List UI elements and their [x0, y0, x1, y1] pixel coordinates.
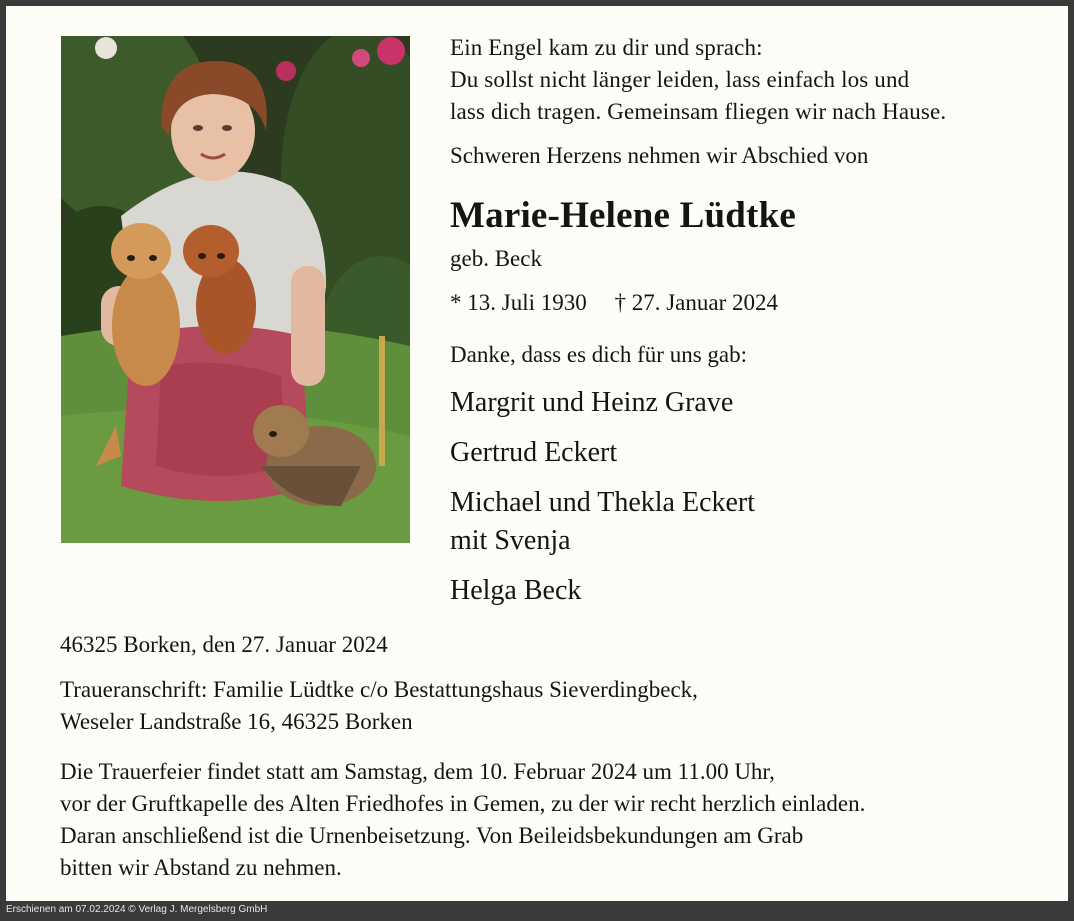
death-date: † 27. Januar 2024 — [614, 290, 779, 315]
mourner: Helga Beck — [450, 575, 582, 606]
deceased-name: Marie-Helene Lüdtke — [450, 195, 796, 236]
place-and-date: 46325 Borken, den 27. Januar 2024 — [60, 632, 388, 657]
birth-date: * 13. Juli 1930 — [450, 290, 587, 315]
life-dates — [450, 290, 800, 316]
mourner: Gertrud Eckert — [450, 437, 618, 468]
obituary-notice — [6, 6, 1068, 901]
address-line: Traueranschrift: Familie Lüdtke c/o Bestattungshaus Sieverdingbeck, — [60, 677, 698, 702]
poem-line: Du sollst nicht länger leiden, lass einfach los und — [450, 67, 910, 92]
thanks-line: Danke, dass es dich für uns gab: — [450, 342, 748, 367]
mourning-address — [60, 674, 698, 738]
farewell-intro: Schweren Herzens nehmen wir Abschied von — [450, 143, 869, 168]
funeral-line: vor der Gruftkapelle des Alten Friedhofes in Gemen, zu der wir recht herzlich einladen. — [60, 791, 866, 816]
funeral-line: bitten wir Abstand zu nehmen. — [60, 855, 342, 880]
mourners-list — [450, 384, 755, 622]
mourner: Michael und Thekla Eckert — [450, 487, 756, 518]
poem — [450, 32, 946, 128]
portrait-photo — [61, 36, 410, 543]
mourner: Margrit und Heinz Grave — [450, 387, 734, 418]
funeral-info — [60, 756, 865, 884]
publication-footer: Erschienen am 07.02.2024 © Verlag J. Mergelsberg GmbH — [6, 904, 268, 915]
poem-line: Ein Engel kam zu dir und sprach: — [450, 35, 763, 60]
portrait-with-dogs-image — [61, 36, 410, 543]
funeral-line: Die Trauerfeier findet statt am Samstag, dem 10. Februar 2024 um 11.00 Uhr, — [60, 759, 775, 784]
funeral-line: Daran anschließend ist die Urnenbeisetzung. Von Beileidsbekundungen am Grab — [60, 823, 804, 848]
birth-name: geb. Beck — [450, 246, 542, 271]
address-line: Weseler Landstraße 16, 46325 Borken — [60, 709, 413, 734]
poem-line: lass dich tragen. Gemeinsam fliegen wir nach Hause. — [450, 99, 947, 124]
mourner: mit Svenja — [450, 525, 571, 556]
